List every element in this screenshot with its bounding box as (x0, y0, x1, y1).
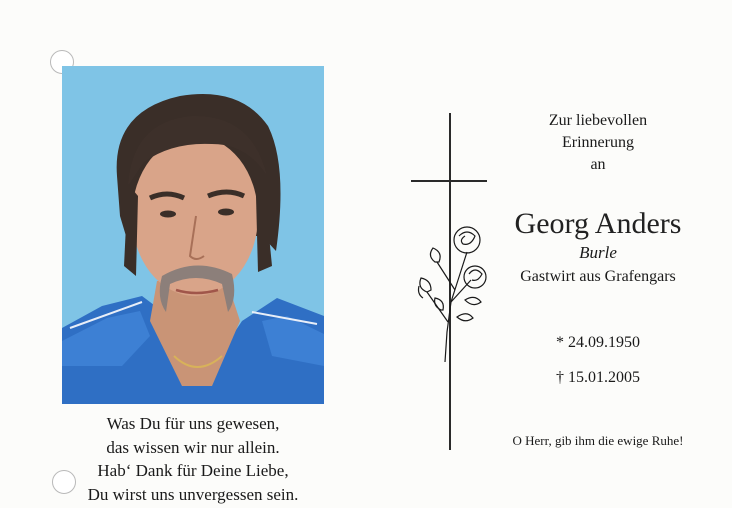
death-date: † 15.01.2005 (556, 369, 640, 386)
prayer: O Herr, gib ihm die ewige Ruhe! (512, 433, 684, 448)
deceased-name: Georg Anders (514, 207, 682, 240)
cross-crossbar (411, 180, 487, 182)
verse-line: das wissen wir nur allein. (106, 437, 280, 457)
dedication-line: Zur liebevollen (548, 112, 648, 129)
rose-icon (415, 222, 495, 362)
verse-line: Was Du für uns gewesen, (106, 414, 280, 433)
portrait-illustration (62, 66, 324, 404)
memorial-verse (62, 412, 324, 506)
verse-line: Du wirst uns unvergessen sein. (87, 484, 299, 504)
verse-line: Hab‘ Dank für Deine Liebe, (97, 461, 289, 480)
portrait-photo (62, 66, 324, 404)
occupation: Gastwirt aus Grafengars (520, 268, 676, 285)
dedication (506, 110, 690, 176)
birth-date: * 24.09.1950 (556, 334, 640, 351)
dedication-line: Erinnerung (562, 134, 634, 151)
dedication-line: an (590, 156, 606, 173)
nickname: Burle (579, 243, 617, 262)
